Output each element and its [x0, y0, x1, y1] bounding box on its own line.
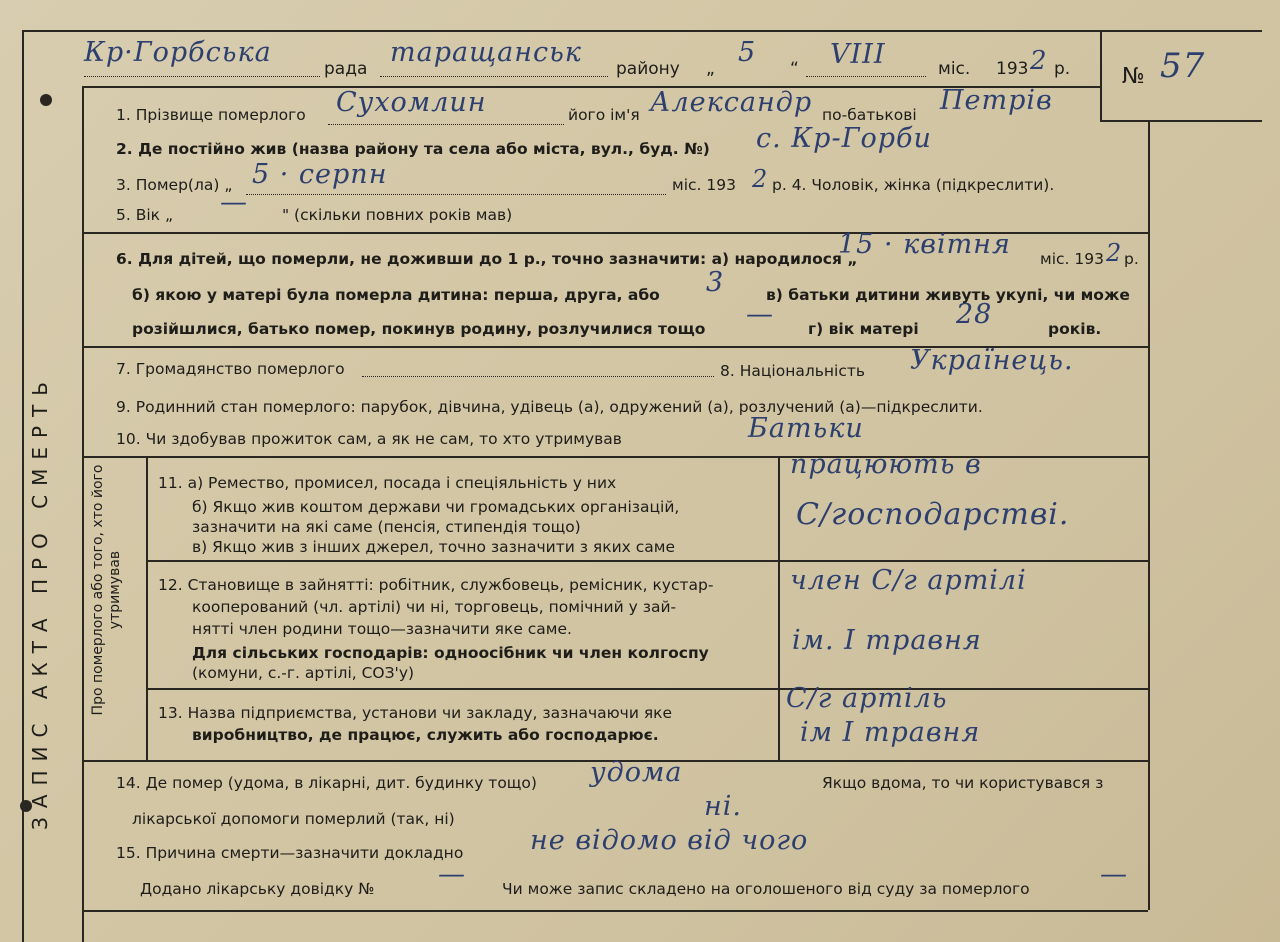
f5-hw: — — [220, 187, 248, 218]
subsection-left — [146, 456, 148, 760]
quote-open: „ — [706, 59, 715, 79]
f15-hw: не відомо від чого — [530, 825, 809, 856]
f13-l2: виробництво, де працює, служить або господарює. — [192, 726, 659, 744]
f5-label: 5. Вік „ — [116, 206, 173, 224]
f1-patronymic-hw: Петрів — [940, 85, 1053, 116]
f6-line3c: років. — [1048, 320, 1102, 338]
f3-tail: р. 4. Чоловік, жінка (підкреслити). — [772, 176, 1055, 194]
f11-b: б) Якщо жив коштом держави чи громадських організацій, — [192, 498, 680, 516]
f6-line2a: б) якою у матері була померла дитина: перша, друга, або — [132, 286, 660, 304]
f3-date-hw: 5 · серпн — [252, 159, 388, 190]
number-handwritten: 57 — [1160, 46, 1206, 86]
year-handwritten: 2 — [1030, 46, 1048, 76]
number-label: № — [1122, 64, 1145, 89]
f12-l2: кооперований (чл. артілі) чи ні, торговець, помічний у зай- — [192, 598, 677, 616]
number-box-bottom — [1100, 120, 1262, 122]
number-box-left — [1100, 30, 1102, 120]
divider-13 — [146, 688, 1148, 690]
f6-line3a: розійшлися, батько помер, покинув родину, розлучилися тощо — [132, 320, 706, 338]
f12-l1: 12. Становище в зайнятті: робітник, службовець, ремісник, кустар- — [158, 576, 714, 594]
frame-bottom — [82, 910, 1148, 912]
f3-label: 3. Помер(ла) „ — [116, 176, 233, 194]
f6-born-tail: міс. 193 — [1040, 250, 1104, 268]
month-underline — [806, 76, 926, 77]
f8-label: 8. Національність — [720, 362, 866, 380]
year-prefix: 193 — [996, 59, 1029, 79]
f1-patronymic-label: по-батькові — [822, 106, 917, 124]
day-handwritten: 5 — [738, 37, 757, 68]
f6-order-hw: 3 — [706, 267, 725, 298]
f3-date-line — [246, 194, 666, 195]
frame-left-outer — [22, 30, 24, 942]
village-underline — [84, 76, 320, 77]
f6-parents-hw: — — [746, 299, 774, 330]
f13-l1: 13. Назва підприємства, установи чи закладу, зазначаючи яке — [158, 704, 673, 722]
frame-top — [22, 30, 1262, 32]
f1-name-label: його ім'я — [568, 106, 640, 124]
f6-mother-age-hw: 28 — [956, 299, 993, 330]
subsection-title: Про померлого або того, хто його утримував — [90, 464, 123, 716]
f6-line3b: г) вік матері — [808, 320, 919, 338]
month-handwritten: VIII — [830, 39, 886, 70]
vertical-title: ЗАПИС АКТА ПРО СМЕРТЬ — [28, 372, 52, 830]
f14-hw: удома — [590, 757, 683, 788]
raion-handwritten: таращанськ — [390, 37, 582, 68]
f14-l1: 14. Де помер (удома, в лікарні, дит. будинку тощо) — [116, 774, 537, 792]
f6-born-r: р. — [1124, 250, 1139, 268]
f8-hw: Українець. — [910, 345, 1074, 376]
f16-hw2: — — [1100, 859, 1128, 890]
mis-label: міс. — [938, 59, 971, 79]
year-suffix: р. — [1054, 59, 1071, 79]
frame-right — [1148, 120, 1150, 910]
f2-hw: с. Кр-Горби — [756, 123, 932, 154]
f13-hw2: ім I травня — [800, 717, 981, 748]
f16-hw: — — [438, 859, 466, 890]
raion-underline — [380, 76, 608, 77]
f6-born-year-hw: 2 — [1106, 239, 1123, 267]
f12-l4: Для сільських господарів: одноосібник чи член колгоспу — [192, 644, 709, 662]
f7-label: 7. Громадянство померлого — [116, 360, 345, 378]
f6-born-hw: 15 · квітня — [838, 229, 1011, 260]
f1-label: 1. Прізвище померлого — [116, 106, 306, 124]
f1-surname-line — [328, 124, 564, 125]
f14-l1b: Якщо вдома, то чи користувався з — [822, 774, 1104, 792]
frame-left-inner — [82, 86, 84, 942]
f14-hw2: ні. — [704, 791, 743, 822]
quote-close: “ — [790, 59, 799, 79]
raion-label: району — [616, 59, 680, 79]
f11-a: 11. а) Ремество, промисел, посада і спеціяльність у них — [158, 474, 617, 492]
f11-c: в) Якщо жив з інших джерел, точно зазначити з яких саме — [192, 538, 676, 556]
f12-l5: (комуни, с.-г. артілі, СОЗ'у) — [192, 664, 415, 682]
divider-12 — [146, 560, 1148, 562]
f12-hw1: член С/г артілі — [790, 565, 1027, 596]
f1-surname-hw: Сухомлин — [336, 87, 487, 118]
f14-l2: лікарської допомоги померлий (так, ні) — [132, 810, 455, 828]
f10-label: 10. Чи здобував прожиток сам, а як не сам, то хто утримував — [116, 430, 622, 448]
f6-line1: 6. Для дітей, що померли, не доживши до 1 р., точно зазначити: а) народилося „ — [116, 250, 858, 268]
divider-11 — [82, 456, 1148, 458]
f3-mis: міс. 193 — [672, 176, 736, 194]
answer-column — [778, 456, 780, 760]
f5-tail: " (скільки повних років мав) — [282, 206, 513, 224]
f2-label: 2. Де постійно жив (назва району та села або міста, вул., буд. №) — [116, 140, 710, 158]
rada-label: рада — [324, 59, 368, 79]
f16-mid: Чи може запис складено на оголошеного від суду за померлого — [502, 880, 1030, 898]
f11-hw2: С/господарстві. — [796, 497, 1070, 532]
f9-label: 9. Родинний стан померлого: парубок, дівчина, удівець (а), одружений (а), розлучений (а)—підкреслити. — [116, 398, 983, 416]
f3-year-hw: 2 — [752, 165, 769, 193]
punch-hole-top — [40, 94, 52, 106]
f16-label: Додано лікарську довідку № — [140, 880, 375, 898]
f12-l3: нятті член родини тощо—зазначити яке саме. — [192, 620, 572, 638]
f13-hw1: С/г артіль — [786, 683, 948, 714]
f12-hw2: ім. I травня — [792, 625, 982, 656]
f15-label: 15. Причина смерти—зазначити докладно — [116, 844, 464, 862]
f10-hw: Батьки — [748, 413, 864, 444]
f11-b2: зазначити на які саме (пенсія, стипендія тощо) — [192, 518, 581, 536]
f1-name-hw: Александр — [650, 87, 813, 118]
f6-line2b: в) батьки дитини живуть укупі, чи може — [766, 286, 1130, 304]
f11-hw1: працюють в — [790, 449, 982, 480]
f7-line — [362, 376, 714, 377]
village-handwritten: Кр·Горбська — [84, 37, 272, 68]
